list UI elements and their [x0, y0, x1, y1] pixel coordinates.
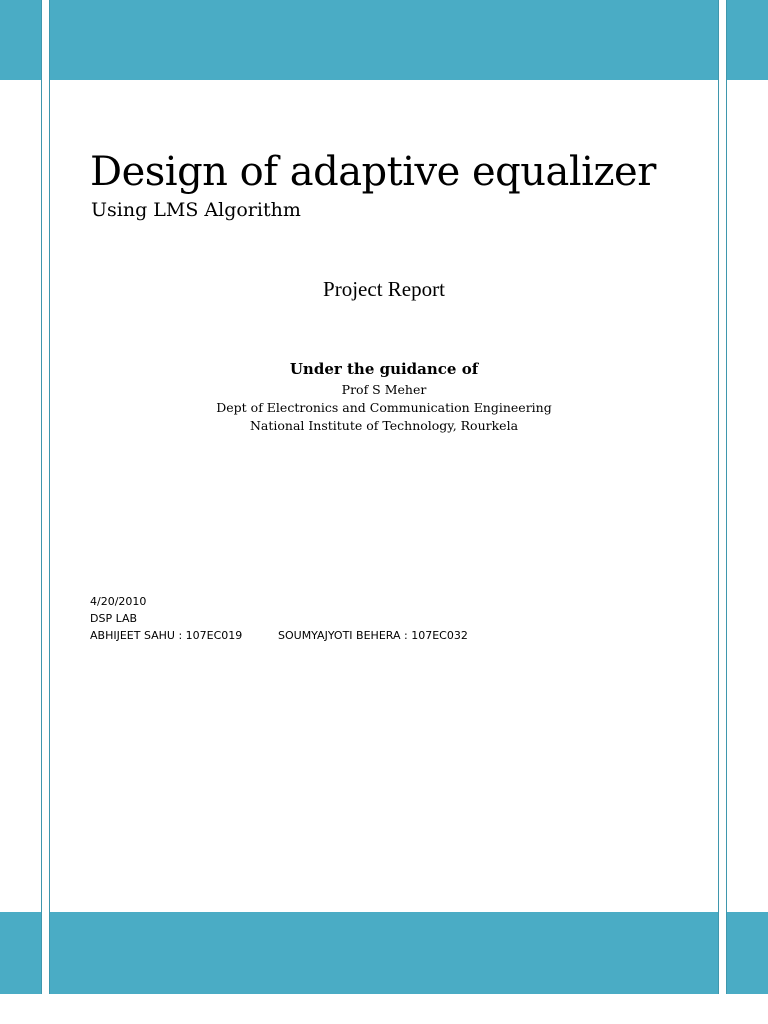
author-2: SOUMYAJYOTI BEHERA : 107EC032	[278, 629, 468, 642]
author-1: ABHIJEET SAHU : 107EC019	[90, 629, 243, 642]
authors-line	[90, 627, 468, 644]
guidance-block	[0, 358, 768, 435]
frame-rule-1	[41, 0, 42, 994]
top-band-left	[0, 0, 41, 80]
guide-name: Prof S Meher	[341, 382, 427, 397]
frame-rule-2	[49, 0, 50, 994]
guide-department: Dept of Electronics and Communication Engineering	[216, 400, 552, 415]
bottom-band-left	[0, 912, 41, 994]
guide-institute: National Institute of Technology, Rourkela	[249, 418, 519, 433]
bottom-band-center	[50, 912, 718, 994]
bottom-band-right	[727, 912, 768, 994]
top-band-center	[50, 0, 718, 80]
top-band-right	[727, 0, 768, 80]
guidance-heading: Under the guidance of	[289, 360, 479, 378]
lab-name: DSP LAB	[90, 612, 138, 625]
report-type: Project Report	[323, 277, 445, 301]
frame-rule-3	[718, 0, 719, 994]
document-subtitle: Using LMS Algorithm	[91, 199, 301, 221]
document-title: Design of adaptive equalizer	[90, 149, 656, 195]
report-meta	[90, 593, 468, 644]
frame-rule-4	[726, 0, 727, 994]
report-date: 4/20/2010	[90, 595, 147, 608]
